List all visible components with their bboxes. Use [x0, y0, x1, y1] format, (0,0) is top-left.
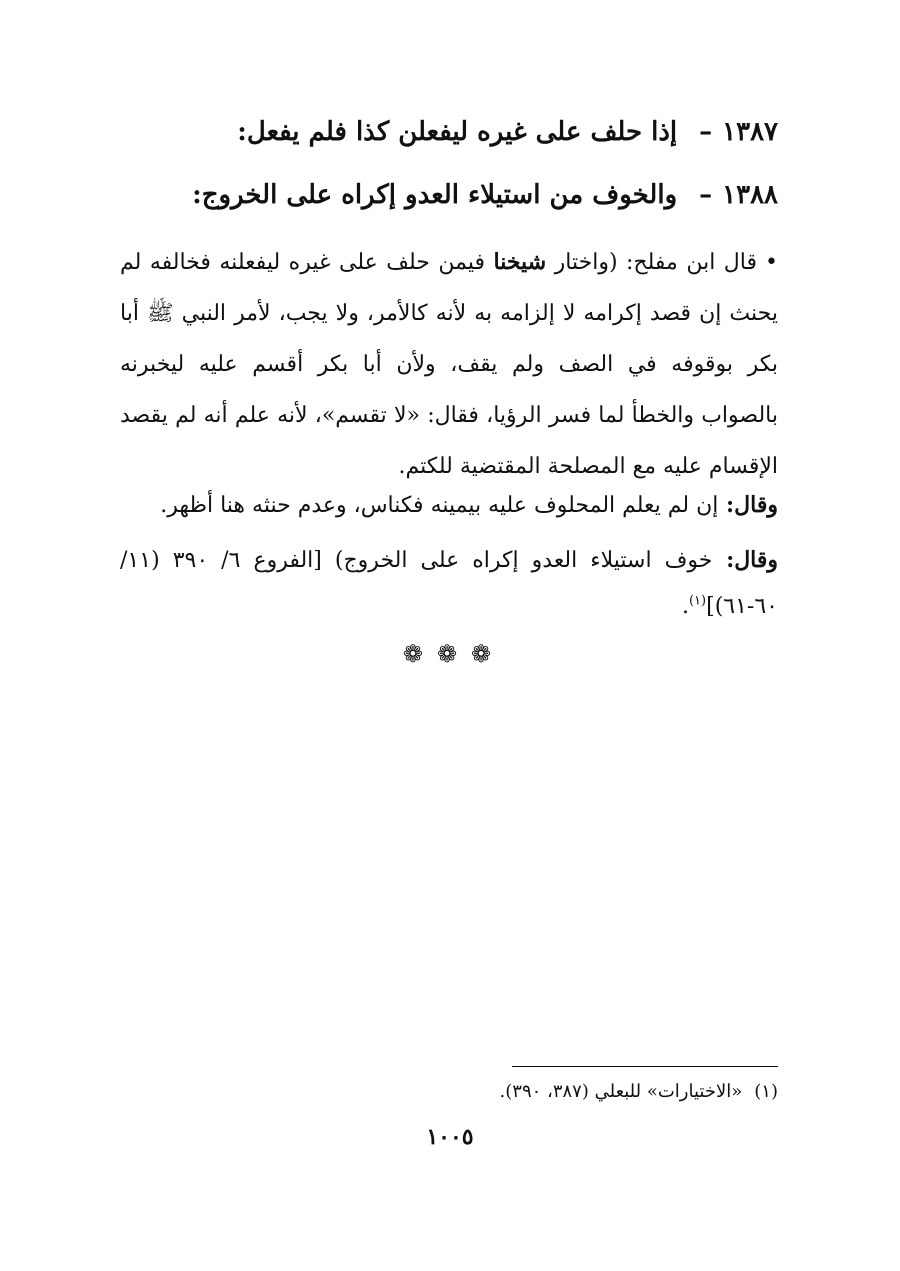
quote-paragraph-ibn-muflih [120, 237, 778, 492]
footnote-separator [512, 1066, 778, 1067]
quote-paragraph-3 [120, 537, 778, 630]
paragraph-lead: وقال: [718, 492, 778, 518]
heading-dash: – [699, 180, 713, 210]
flower-ornament-icon: ❁ [402, 640, 429, 668]
paragraph-lead: وقال: [712, 547, 779, 573]
emphasis-shaykhuna: شيخنا [493, 249, 547, 275]
flower-ornament-icon: ❁ [436, 640, 464, 668]
footnote-text: «الاختيارات» للبعلي (٣٨٧، ٣٩٠). [499, 1081, 743, 1102]
page-number: ١٠٠٥ [426, 1124, 474, 1150]
section-heading-1387 [118, 117, 778, 148]
section-divider-ornaments [0, 640, 900, 668]
heading-text: والخوف من استيلاء العدو إكراه على الخروج: [192, 180, 678, 210]
footnote-reference[interactable]: (١) [688, 593, 707, 609]
paragraph-text: إن لم يعلم المحلوف عليه بيمينه فكناس، وعدم حنثه هنا أظهر. [160, 493, 719, 518]
paragraph-text-start: قال ابن مفلح: (واختار [546, 250, 758, 275]
footnote [118, 1078, 778, 1107]
section-heading-1388 [118, 180, 778, 211]
heading-dash: – [699, 117, 713, 147]
paragraph-text-rest: فيمن حلف على غيره ليفعلنه فخالفه لم يحنث إن قصد إكرامه لا إلزامه به لأنه كالأمر، ولا يجب، لأمر النبي ﷺ أبا بكر بوقوفه في الصف ولم يقف، ولأن أبا بكر أقسم عليه ليخبرنه بالصواب والخطأ لما فسر الرؤيا، فقال: «لا تقسم»، لأنه علم أنه لم يقصد الإقسام عليه مع المصلحة المقتضية للكتم. [120, 250, 778, 479]
paragraph-text: خوف استيلاء العدو إكراه على الخروج) [الفروع ٦/ ٣٩٠ (١١/ ٦٠-٦١)] [120, 548, 778, 619]
heading-number: ١٣٨٨ [722, 180, 778, 210]
footnote-number: (١) [754, 1081, 778, 1102]
heading-text: إذا حلف على غيره ليفعلن كذا فلم يفعل: [237, 117, 678, 147]
bullet-icon: • [765, 250, 778, 275]
paragraph-end: . [681, 594, 689, 619]
flower-ornament-icon: ❁ [471, 640, 498, 668]
heading-number: ١٣٨٧ [722, 117, 778, 147]
quote-paragraph-2 [120, 480, 778, 531]
